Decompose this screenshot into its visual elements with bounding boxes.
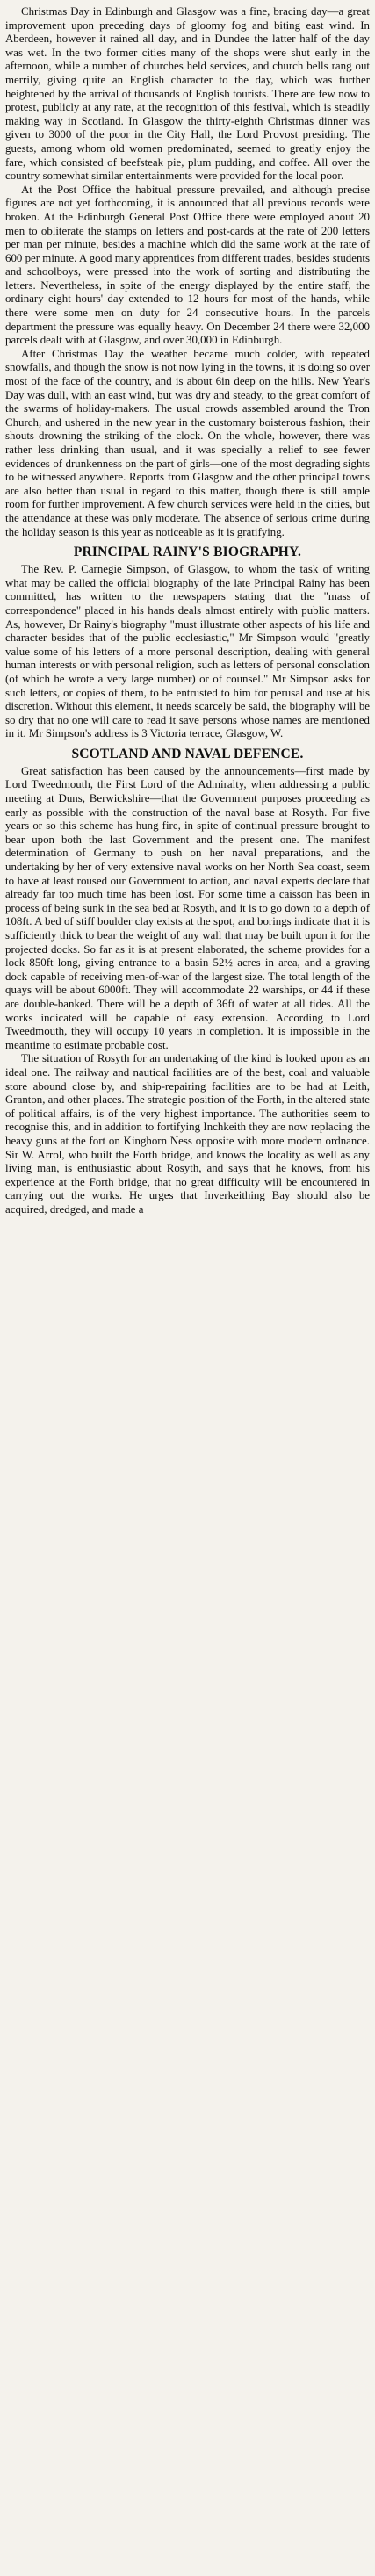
paragraph-christmas-day: Christmas Day in Edinburgh and Glasgow was a fine, bracing day—a great improvement upon preceding days of gloomy fog and biting east wind. In Aberdeen, however it rained all day, and in Dundee the latter half of the day was wet. In the two former cities many of the shops were shut early in the afternoon, while a number of churches held services, and church bells rang out merrily, giving quite an English character to the day, which was further heightened by the arrival of thousands of English tourists. There are few now to protest, publicly at any rate, at the recognition of this festival, which is steadily making way in Scotland. In Glasgow the thirty-eighth Christmas dinner was given to 3000 of the poor in the City Hall, the Lord Provost presiding. The guests, among whom old women predominated, seemed to greatly enjoy the fare, which consisted of beefsteak pie, plum pudding, and coffee. All over the country somewhat similar entertainments were provided for the local poor. [5,5,370,183]
paragraph-rosyth-situation: The situation of Rosyth for an undertaking of the kind is looked upon as an ideal one. The railway and nautical facilities are of the best, coal and valuable store abound close by, and ship-repairing facilities are to be had at Leith, Granton, and other places. The strategic position of the Forth, in the altered state of political affairs, is of the very highest importance. The authorities seem to recognise this, and in addition to fortifying Inchkeith they are now replacing the heavy guns at the fort on Kinghorn Ness opposite with more modern ordnance. Sir W. Arrol, who built the Forth bridge, and knows the locality as well as any living man, is enthusiastic about Rosyth, and says that he knows, from his experience at the Forth bridge, that no great difficulty will be encountered in carrying out the works. He urges that Inverkeithing Bay should also be acquired, dredged, and made a [5,1052,371,1216]
paragraph-weather-new-year: After Christmas Day the weather became much colder, with repeated snowfalls, and though the snow is not now lying in the towns, it is doing so over most of the face of the country, and is about 6in deep on the hills. New Year's Day was dull, with an east wind, but was dry and steady, to the great comfort of the swarms of holiday-makers. The usual crowds assembled around the Tron Church, and ushered in the new year in the customary boisterous fashion, their shouts drowning the striking of the clock. On the whole, however, there was rather less drinking than usual, and it was specially a relief to see fewer evidences of drunkenness on the part of girls—one of the most degrading sights to be witnessed anywhere. Reports from Glasgow and the other principal towns are also better than usual in regard to this matter, though there is still ample room for further improvement. A few church services were held in the cities, but the attendance at these was only moderate. The absence of serious crime during the holiday season is this year as noticeable as it is gratifying. [5,347,370,538]
headline-rainy-biography: PRINCIPAL RAINY'S BIOGRAPHY. [73,545,302,560]
paragraph-naval-base-rosyth: Great satisfaction has been caused by the announcements—first made by Lord Tweedmouth, the First Lord of the Admiralty, when addressing a public meeting at Duns, Berwickshire—that the Government purposes proceeding as early as possible with the construction of the naval base at Rosyth. For five years or so this scheme has hung fire, in spite of continual pressure brought to bear upon both the last Government and the present one. The manifest determination of Germany to push on her naval preparations, and the undertaking by her of very extensive naval works on her North Sea coast, seem to have at least roused our Government to action, and naval experts declare that already far too much time has been lost. For some time a caisson has been in process of being sunk in the sea bed at Rosyth, and it is to go down to a depth of 108ft. A bed of stiff boulder clay exists at the spot, and borings indicate that it is sufficiently thick to bear the weight of any wall that may be built upon it for the projected docks. So far as it is at present elaborated, the scheme provides for a lock 850ft long, giving entrance to a basin 52½ acres in area, and a graving dock capable of receiving men-of-war of the largest size. The total length of the quays will be about 6000ft. They will accommodate 22 warships, or 44 if these are double-banked. There will be a depth of 36ft of water at all tides. All the works indicated will be capable of easy extension. According to Lord Tweedmouth, they will occupy 10 years in completion. It is impossible in the meantime to estimate probable cost. [5,764,370,1051]
headline-naval-defence: SCOTLAND AND NAVAL DEFENCE. [71,746,304,761]
paragraph-post-office: At the Post Office the habitual pressure prevailed, and although precise figures are not yet forthcoming, it is announced that all previous records were broken. At the Edinburgh General Post Office there were employed about 20 men to obliterate the stamps on letters and post-cards at the rate of 200 letters per man per minute, besides a machine which did the same work at the rate of 600 per minute. A good many apprentices from different trades, besides students and schoolboys, were pressed into the work of sorting and distributing the letters. Nevertheless, in spite of the energy displayed by the entire staff, the ordinary eight hours' day extended to 12 hours for most of the hands, while there were some men on duty for 24 consecutive hours. In the parcels department the pressure was equally heavy. On December 24 there were 32,000 parcels dealt with at Glasgow, and over 30,000 in Edinburgh. [5,183,370,347]
paragraph-rainy-biography: The Rev. P. Carnegie Simpson, of Glasgow, to whom the task of writing what may be called the official biography of the late Principal Rainy has been committed, has written to the newspapers stating that the "mass of correspondence" placed in his hands deals almost entirely with public matters. As, however, Dr Rainy's biography "must illustrate other aspects of his life and character besides that of the public ecclesiastic," Mr Simpson would "greatly value some of his letters of a more personal description, dealing with general human interests or with personal religion, such as letters of personal consolation (of which he wrote a very large number) or of counsel." Mr Simpson asks for such letters, or copies of them, to be entrusted to him for perusal and use at his discretion. Without this element, it needs scarcely be said, the biography will be so dry that no one will care to read it save persons whose names are mentioned in it. Mr Simpson's address is 3 Victoria terrace, Glasgow, W. [5,563,370,740]
